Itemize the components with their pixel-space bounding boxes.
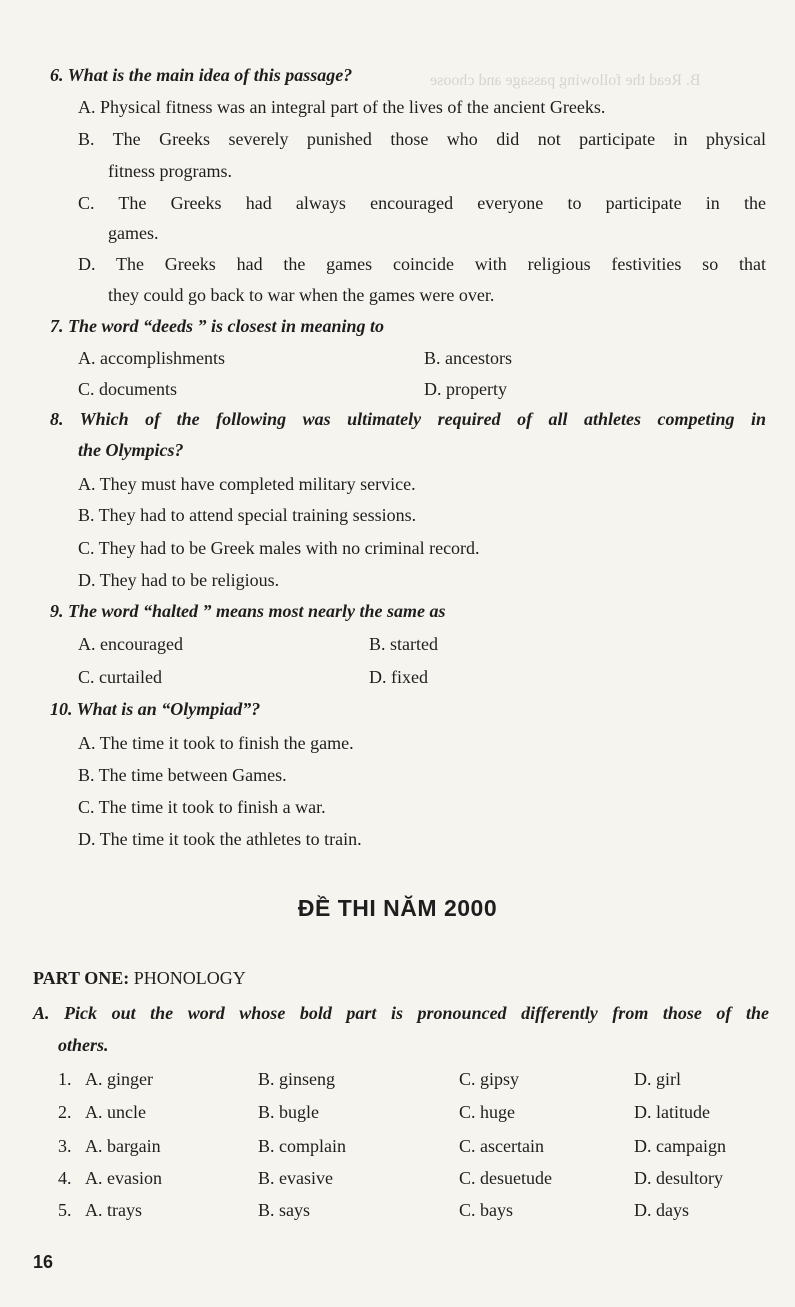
question-7: 7. The word “deeds ” is closest in meaning to: [50, 316, 385, 336]
page-number: 16: [33, 1252, 54, 1272]
option-d: D. desultory: [634, 1168, 723, 1188]
option-c: C. huge: [459, 1102, 515, 1122]
section-a-instruction-cont: others.: [58, 1035, 109, 1055]
question-9-option-c: C. curtailed: [78, 667, 162, 687]
option-b: B. says: [258, 1200, 311, 1220]
section-a-instruction: A. Pick out the word whose bold part is pronounced differently from those of the: [33, 1003, 769, 1023]
question-6-option-b-cont: fitness programs.: [108, 161, 232, 181]
question-9-option-d: D. fixed: [369, 667, 428, 687]
question-7-option-d: D. property: [424, 379, 507, 399]
question-10-option-b: B. The time between Games.: [78, 765, 287, 785]
question-10-option-c: C. The time it took to finish a war.: [78, 797, 326, 817]
option-c: C. gipsy: [459, 1069, 520, 1089]
question-9-option-a: A. encouraged: [78, 634, 183, 654]
question-8-option-a: A. They must have completed military service.: [78, 474, 416, 494]
question-7-option-c: C. documents: [78, 379, 177, 399]
option-d: D. campaign: [634, 1136, 726, 1156]
question-7-option-a: A. accomplishments: [78, 348, 225, 368]
item-number: 3.: [58, 1136, 72, 1156]
option-a: A. trays: [85, 1200, 142, 1220]
question-10-option-a: A. The time it took to finish the game.: [78, 733, 354, 753]
bleed-through-text: B. Read the following passage and choose: [430, 72, 701, 89]
option-c: C. bays: [459, 1200, 513, 1220]
question-8-option-c: C. They had to be Greek males with no criminal record.: [78, 538, 480, 558]
option-b: B. evasive: [258, 1168, 333, 1188]
question-8-cont: the Olympics?: [78, 440, 184, 460]
question-6-option-c-cont: games.: [108, 223, 159, 243]
option-d: D. girl: [634, 1069, 681, 1089]
question-6-option-a: A. Physical fitness was an integral part of the lives of the ancient Greeks.: [78, 97, 606, 117]
option-b: B. complain: [258, 1136, 346, 1156]
part-one-label: PART ONE:: [33, 968, 130, 988]
question-10-option-d: D. The time it took the athletes to train.: [78, 829, 362, 849]
exam-title: ĐỀ THI NĂM 2000: [297, 895, 498, 921]
option-a: A. bargain: [85, 1136, 161, 1156]
option-a: A. ginger: [85, 1069, 153, 1089]
question-6-option-d: D. The Greeks had the games coincide with religious festivities so that: [78, 254, 766, 274]
option-b: B. ginseng: [258, 1069, 336, 1089]
item-number: 1.: [58, 1069, 72, 1089]
option-a: A. uncle: [85, 1102, 146, 1122]
option-c: C. ascertain: [459, 1136, 544, 1156]
question-6-option-b: B. The Greeks severely punished those who did not participate in physical: [78, 129, 766, 149]
option-d: D. days: [634, 1200, 689, 1220]
question-8-option-d: D. They had to be religious.: [78, 570, 280, 590]
part-one-name: PHONOLOGY: [133, 968, 246, 988]
option-c: C. desuetude: [459, 1168, 552, 1188]
option-a: A. evasion: [85, 1168, 162, 1188]
question-6-option-d-cont: they could go back to war when the games were over.: [108, 285, 495, 305]
question-8-option-b: B. They had to attend special training sessions.: [78, 505, 417, 525]
item-number: 4.: [58, 1168, 72, 1188]
option-b: B. bugle: [258, 1102, 319, 1122]
question-6: 6. What is the main idea of this passage?: [50, 65, 353, 85]
question-7-option-b: B. ancestors: [424, 348, 512, 368]
question-9: 9. The word “halted ” means most nearly the same as: [50, 601, 446, 621]
question-9-option-b: B. started: [369, 634, 438, 654]
question-10: 10. What is an “Olympiad”?: [50, 699, 261, 719]
part-one-heading: [33, 968, 246, 989]
item-number: 2.: [58, 1102, 72, 1122]
question-6-option-c: C. The Greeks had always encouraged everyone to participate in the: [78, 193, 766, 213]
question-8: 8. Which of the following was ultimately required of all athletes competing in: [50, 409, 766, 429]
option-d: D. latitude: [634, 1102, 710, 1122]
item-number: 5.: [58, 1200, 72, 1220]
